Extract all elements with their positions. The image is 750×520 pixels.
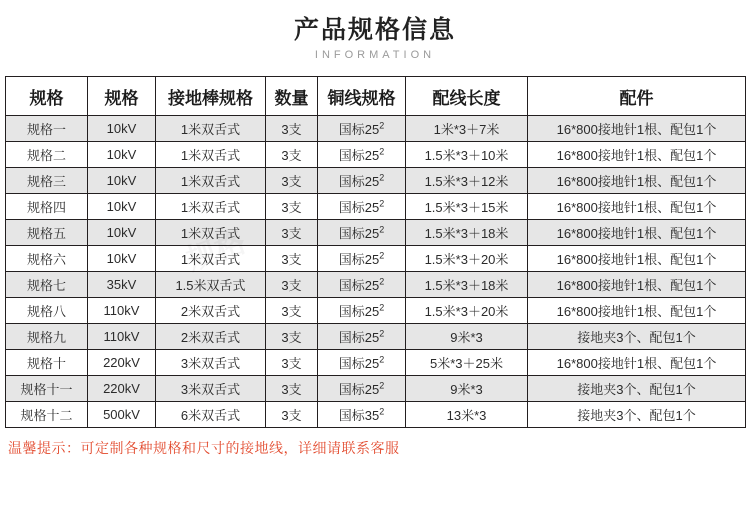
cell-parts: 16*800接地针1根、配包1个 — [528, 246, 746, 272]
table-row — [6, 272, 746, 298]
cell-wire-unit: 2 — [379, 302, 385, 313]
cell-qty: 3支 — [266, 298, 318, 324]
cell-voltage: 110kV — [88, 298, 156, 324]
cell-rod: 6米双舌式 — [156, 402, 266, 428]
cell-parts: 16*800接地针1根、配包1个 — [528, 220, 746, 246]
cell-spec: 规格九 — [6, 324, 88, 350]
col-header-qty: 数量 — [266, 77, 318, 116]
cell-wire-unit: 2 — [379, 146, 385, 157]
cell-voltage: 10kV — [88, 246, 156, 272]
spec-table-wrapper — [5, 76, 745, 428]
cell-wire-unit: 2 — [379, 250, 385, 261]
cell-parts: 16*800接地针1根、配包1个 — [528, 168, 746, 194]
cell-wire-unit: 2 — [379, 224, 385, 235]
table-row — [6, 116, 746, 142]
cell-length: 1.5米*3＋20米 — [406, 246, 528, 272]
cell-wire: 国标$25^2$ — [318, 324, 406, 350]
cell-voltage: 10kV — [88, 194, 156, 220]
cell-spec: 规格三 — [6, 168, 88, 194]
cell-length: 1.5米*3＋15米 — [406, 194, 528, 220]
cell-rod: 1.5米双舌式 — [156, 272, 266, 298]
cell-qty: 3支 — [266, 220, 318, 246]
cell-wire: 国标$25^2$ — [318, 168, 406, 194]
cell-length: 1.5米*3＋18米 — [406, 272, 528, 298]
table-row — [6, 298, 746, 324]
cell-length: 9米*3 — [406, 376, 528, 402]
cell-parts: 16*800接地针1根、配包1个 — [528, 272, 746, 298]
cell-spec: 规格六 — [6, 246, 88, 272]
cell-length: 9米*3 — [406, 324, 528, 350]
cell-wire-unit: 2 — [379, 380, 385, 391]
cell-qty: 3支 — [266, 116, 318, 142]
cell-rod: 1米双舌式 — [156, 194, 266, 220]
cell-rod: 1米双舌式 — [156, 220, 266, 246]
cell-voltage: 10kV — [88, 168, 156, 194]
cell-parts: 16*800接地针1根、配包1个 — [528, 298, 746, 324]
cell-length: 1米*3＋7米 — [406, 116, 528, 142]
col-header-parts: 配件 — [528, 77, 746, 116]
cell-qty: 3支 — [266, 350, 318, 376]
page-title — [0, 0, 750, 62]
cell-wire-unit: 2 — [379, 172, 385, 183]
cell-length: 13米*3 — [406, 402, 528, 428]
cell-qty: 3支 — [266, 324, 318, 350]
cell-wire-unit: 2 — [379, 198, 385, 209]
cell-wire: 国标$35^2$ — [318, 402, 406, 428]
cell-wire: 国标$25^2$ — [318, 298, 406, 324]
cell-rod: 1米双舌式 — [156, 246, 266, 272]
cell-length: 1.5米*3＋10米 — [406, 142, 528, 168]
col-header-rod: 接地棒规格 — [156, 77, 266, 116]
cell-qty: 3支 — [266, 402, 318, 428]
col-header-length: 配线长度 — [406, 77, 528, 116]
cell-voltage: 35kV — [88, 272, 156, 298]
cell-wire-unit: 2 — [379, 120, 385, 131]
cell-rod: 2米双舌式 — [156, 324, 266, 350]
cell-wire-unit: 2 — [379, 354, 385, 365]
cell-wire: 国标$25^2$ — [318, 350, 406, 376]
cell-spec: 规格一 — [6, 116, 88, 142]
cell-qty: 3支 — [266, 142, 318, 168]
col-header-spec: 规格 — [6, 77, 88, 116]
cell-wire-unit: 2 — [379, 406, 385, 417]
cell-voltage: 220kV — [88, 350, 156, 376]
cell-parts: 16*800接地针1根、配包1个 — [528, 116, 746, 142]
col-header-wire: 铜线规格 — [318, 77, 406, 116]
cell-rod: 1米双舌式 — [156, 142, 266, 168]
cell-wire-unit: 2 — [379, 276, 385, 287]
cell-length: 1.5米*3＋18米 — [406, 220, 528, 246]
title-main: 产品规格信息 — [293, 16, 456, 44]
table-row — [6, 402, 746, 428]
tip-note: 温馨提示：可定制各种规格和尺寸的接地线，详细请联系客服 — [8, 440, 400, 456]
col-header-voltage: 规格 — [88, 77, 156, 116]
cell-spec: 规格八 — [6, 298, 88, 324]
cell-spec: 规格五 — [6, 220, 88, 246]
spec-table — [5, 76, 746, 428]
cell-qty: 3支 — [266, 246, 318, 272]
cell-spec: 规格二 — [6, 142, 88, 168]
cell-rod: 1米双舌式 — [156, 116, 266, 142]
title-sub: INFORMATION — [314, 49, 436, 61]
cell-parts: 接地夹3个、配包1个 — [528, 324, 746, 350]
cell-wire: 国标$25^2$ — [318, 142, 406, 168]
table-row — [6, 220, 746, 246]
cell-length: 1.5米*3＋12米 — [406, 168, 528, 194]
cell-spec: 规格十一 — [6, 376, 88, 402]
cell-wire: 国标$25^2$ — [318, 376, 406, 402]
cell-rod: 2米双舌式 — [156, 298, 266, 324]
table-row — [6, 376, 746, 402]
cell-qty: 3支 — [266, 376, 318, 402]
cell-wire-unit: 2 — [379, 328, 385, 339]
cell-voltage: 220kV — [88, 376, 156, 402]
cell-parts: 16*800接地针1根、配包1个 — [528, 142, 746, 168]
cell-voltage: 10kV — [88, 142, 156, 168]
table-header-row — [6, 77, 746, 116]
cell-wire: 国标$25^2$ — [318, 220, 406, 246]
cell-parts: 16*800接地针1根、配包1个 — [528, 350, 746, 376]
cell-parts: 接地夹3个、配包1个 — [528, 402, 746, 428]
table-row — [6, 324, 746, 350]
cell-wire: 国标$25^2$ — [318, 272, 406, 298]
cell-spec: 规格七 — [6, 272, 88, 298]
cell-rod: 1米双舌式 — [156, 168, 266, 194]
cell-rod: 3米双舌式 — [156, 350, 266, 376]
cell-rod: 3米双舌式 — [156, 376, 266, 402]
cell-qty: 3支 — [266, 168, 318, 194]
cell-voltage: 500kV — [88, 402, 156, 428]
cell-spec: 规格十二 — [6, 402, 88, 428]
cell-spec: 规格四 — [6, 194, 88, 220]
cell-spec: 规格十 — [6, 350, 88, 376]
cell-qty: 3支 — [266, 194, 318, 220]
cell-parts: 16*800接地针1根、配包1个 — [528, 194, 746, 220]
table-body — [6, 116, 746, 428]
cell-voltage: 10kV — [88, 220, 156, 246]
cell-wire: 国标$25^2$ — [318, 116, 406, 142]
table-header — [6, 77, 746, 116]
cell-parts: 接地夹3个、配包1个 — [528, 376, 746, 402]
cell-wire: 国标$25^2$ — [318, 194, 406, 220]
table-row — [6, 142, 746, 168]
cell-voltage: 110kV — [88, 324, 156, 350]
cell-wire: 国标$25^2$ — [318, 246, 406, 272]
table-row — [6, 168, 746, 194]
cell-length: 1.5米*3＋20米 — [406, 298, 528, 324]
cell-length: 5米*3＋25米 — [406, 350, 528, 376]
cell-qty: 3支 — [266, 272, 318, 298]
cell-voltage: 10kV — [88, 116, 156, 142]
table-row — [6, 194, 746, 220]
table-row — [6, 246, 746, 272]
table-row — [6, 350, 746, 376]
